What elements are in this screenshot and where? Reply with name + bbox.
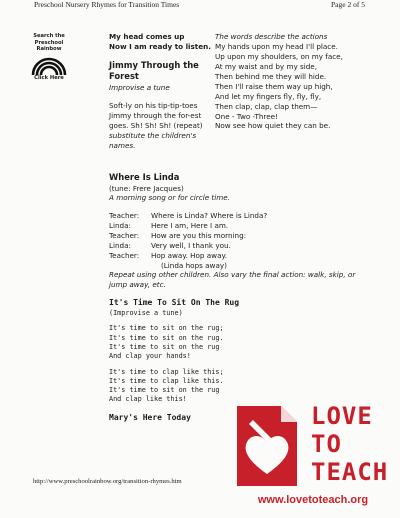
linda-tune: (tune: Frere Jacques) [109, 183, 184, 193]
dialogue-speaker [109, 261, 151, 271]
linda-dialogue [109, 211, 399, 270]
actions-line-4: Then behind me they will hide. [215, 71, 327, 81]
actions-line-5: Then I'll raise them way up high, [215, 81, 333, 91]
rug-verse2-line-2: It's time to clap like this. [109, 376, 224, 385]
page-header-title: Preschool Nursery Rhymes for Transition Times [34, 0, 180, 9]
jimmy-line-2: Jimmy through the for-est [109, 110, 202, 120]
sidebar-line-1: Search the [33, 33, 65, 39]
footer-url[interactable]: http://www.preschoolrainbow.org/transition-rhymes.htm [33, 478, 182, 485]
intro-line-1: My head comes up [109, 32, 185, 41]
rug-verse1-line-2: It's time to sit on the rug. [109, 333, 224, 342]
rug-verse1-line-3: It's time to sit on the rug [109, 342, 220, 351]
dialogue-speaker: Teacher: [109, 230, 140, 240]
actions-line-8: One - Two -Three! [215, 111, 278, 121]
right-column [215, 32, 387, 131]
page-number: Page 2 of 5 [331, 0, 365, 9]
rainbow-icon[interactable] [30, 55, 68, 75]
jimmy-title-2: Forest [109, 71, 139, 82]
left-column [109, 32, 213, 151]
jimmy-note-2: names. [109, 140, 136, 150]
linda-note-1: Repeat using other children. Also vary the final action: walk, skip, or [109, 270, 356, 280]
logo-url: www.lovetoteach.org [257, 494, 369, 506]
dialogue-text: (Linda hops away) [161, 260, 227, 270]
actions-note: The words describe the actions [215, 32, 328, 41]
pencil-heart-icon [233, 402, 301, 490]
rug-verse1-line-1: It's time to sit on the rug; [109, 324, 224, 333]
main-content [109, 172, 399, 424]
dialogue-speaker: Teacher: [109, 250, 140, 260]
dialogue-speaker: Linda: [109, 221, 131, 231]
logo-word-teach: TEACH [311, 458, 389, 486]
linda-title: Where Is Linda [109, 172, 180, 182]
mary-title: Mary's Here Today [109, 412, 191, 422]
linda-desc: A morning song or for circle time. [109, 193, 230, 203]
linda-note-2: jump away, etc. [109, 280, 166, 290]
jimmy-line-3: goes. Sh! Sh! Sh! (repeat) [109, 120, 203, 130]
dialogue-text: Here I am, Here I am. [151, 221, 229, 231]
actions-line-7: Then clap, clap, clap them— [215, 101, 318, 111]
dialogue-speaker: Linda: [109, 240, 131, 250]
rug-verse2-line-4: And clap like this! [109, 395, 187, 404]
intro-line-2: Now I am ready to listen. [109, 41, 211, 51]
rug-title: It's Time To Sit On The Rug [109, 298, 240, 308]
sidebar-line-2: Preschool [34, 39, 64, 46]
jimmy-subtitle: Improvise a tune [109, 83, 170, 93]
rug-subtitle: (Improvise a tune) [109, 309, 183, 318]
dialogue-speaker: Teacher: [109, 211, 140, 221]
logo-word-to: TO [311, 430, 342, 458]
sidebar-line-3: Rainbow [36, 46, 62, 52]
dialogue-text: How are you this morning: [151, 230, 247, 240]
jimmy-title-1: Jimmy Through the [109, 59, 199, 70]
jimmy-note-1: substitute the children's [109, 130, 197, 140]
sidebar-search-link[interactable] [20, 33, 78, 81]
actions-line-2: Up upon my shoulders, on my face, [215, 51, 343, 61]
actions-line-6: And let my fingers fly, fly, fly, [215, 91, 322, 101]
dialogue-text: Where is Linda? Where is Linda? [151, 211, 268, 221]
actions-line-3: At my waist and by my side, [215, 61, 318, 71]
rug-verse2-line-3: It's time to sit on the rug [109, 386, 220, 395]
rug-verse1-line-4: And clap your hands! [109, 352, 191, 361]
rug-verse2-line-1: It's time to clap like this; [109, 367, 224, 376]
actions-line-1: My hands upon my head I'll place. [215, 41, 338, 51]
dialogue-text: Hop away. Hop away. [151, 250, 227, 260]
love-to-teach-logo [233, 398, 393, 508]
dialogue-text: Very well, I thank you. [151, 240, 231, 250]
jimmy-line-1: Soft-ly on his tip-tip-toes [109, 101, 198, 110]
logo-word-love: LOVE [311, 402, 373, 430]
actions-line-9: Now see how quiet they can be. [215, 121, 331, 131]
click-here-link[interactable]: Click Here [34, 74, 64, 81]
